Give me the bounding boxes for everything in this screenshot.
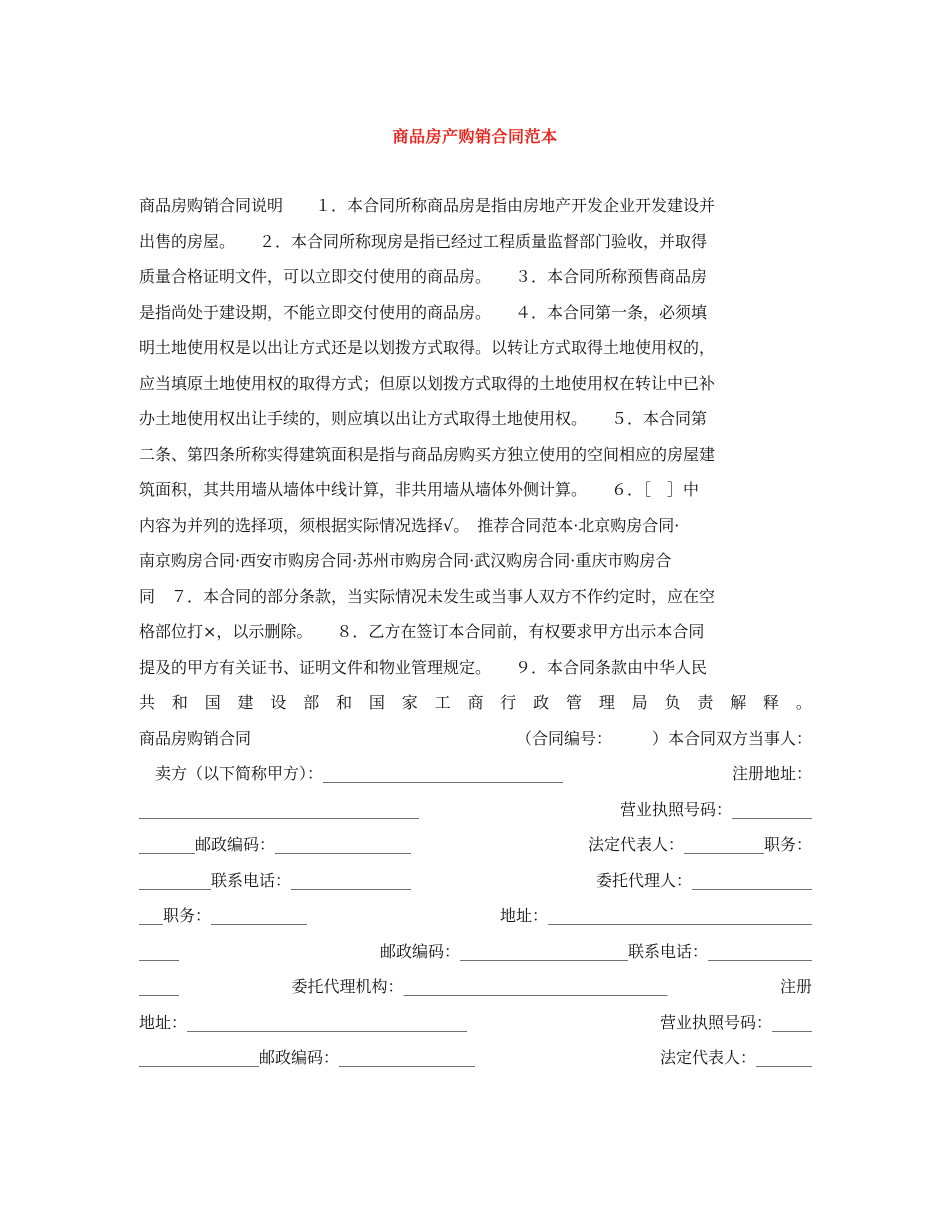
form-field-segment: _______邮政编码：_________________: [139, 835, 412, 854]
document-line: [139, 691, 812, 715]
document-title: 商品房产购销合同范本: [392, 127, 558, 146]
document-line: [139, 727, 812, 751]
spread-char: 商: [467, 693, 484, 712]
spread-char: 管: [565, 693, 582, 712]
form-field-segment: 法定代表人：__________职务：: [587, 835, 812, 854]
spread-char: 家: [401, 693, 418, 712]
form-field-segment: 营业执照号码：__________: [619, 799, 812, 819]
spread-char: 行: [500, 693, 517, 712]
form-field-segment: （合同编号： ）本合同双方当事人：: [515, 728, 812, 748]
form-field-segment: 地址：___________________________________: [139, 1012, 468, 1032]
spread-char: 共: [139, 693, 156, 712]
spread-char: 局: [631, 693, 648, 712]
form-field-segment: _____: [139, 941, 179, 961]
document-line: [139, 975, 812, 999]
spread-char: 国: [368, 693, 385, 712]
spread-char: 设: [270, 693, 287, 712]
document-line: 二条、第四条所称实得建筑面积是指与商品房购买方独立使用的空间相应的房屋建: [139, 444, 716, 464]
document-line: 应当填原土地使用权的取得方式；但原以划拨方式取得的土地使用权在转让中已补: [139, 373, 716, 393]
spread-char: 建: [237, 693, 254, 712]
form-field-segment: 卖方（以下简称甲方）：______________________________: [139, 764, 564, 783]
form-field-segment: 注册地址：: [731, 764, 812, 783]
document-line: 出售的房屋。 ２．本合同所称现房是指已经过工程质量监督部门验收，并取得: [139, 231, 708, 251]
form-field-segment: _______________邮政编码：_________________: [139, 1048, 476, 1067]
form-field-segment: 委托代理机构：_________________________________: [291, 977, 668, 996]
spread-char: 理: [598, 693, 615, 712]
document-line: [139, 1011, 812, 1035]
document-line: 办土地使用权出让手续的，则应填以出让方式取得土地使用权。 ５．本合同第: [139, 409, 708, 428]
document-line: 南京购房合同·西安市购房合同·苏州市购房合同·武汉购房合同·重庆市购房合: [139, 551, 672, 570]
document-line: 质量合格证明文件，可以立即交付使用的商品房。 ３．本合同所称预售商品房: [139, 267, 708, 286]
spread-char: 。: [795, 693, 812, 712]
document-line: 明土地使用权是以出让方式还是以划拨方式取得。以转让方式取得土地使用权的，: [139, 338, 716, 357]
document-line: [139, 798, 812, 822]
spread-char: 工: [434, 693, 451, 712]
spread-char: 释: [763, 693, 780, 712]
document-line: 格部位打×，以示删除。 ８．乙方在签订本合同前，有权要求甲方出示本合同: [139, 622, 705, 641]
document-line: [139, 904, 812, 928]
spread-char: 和: [171, 693, 188, 712]
form-field-segment: 注册: [779, 977, 812, 996]
document-line: 同 ７．本合同的部分条款，当实际情况未发生或当事人双方不作约定时，应在空: [139, 586, 716, 606]
document-line: 是指尚处于建设期，不能立即交付使用的商品房。 ４．本合同第一条，必须填: [139, 302, 708, 322]
spread-char: 部: [303, 693, 320, 712]
spread-char: 负: [664, 693, 681, 712]
document-line: [139, 940, 812, 964]
document-line: [139, 833, 812, 857]
form-field-segment: ___职务：____________: [139, 906, 308, 925]
spread-char: 政: [533, 693, 550, 712]
form-field-segment: 邮政编码：_____________________联系电话：_____________: [379, 941, 812, 961]
document-line: 商品房购销合同说明 １．本合同所称商品房是指由房地产开发企业开发建设并: [139, 196, 716, 215]
document-line: 提及的甲方有关证书、证明文件和物业管理规定。 ９．本合同条款由中华人民: [139, 657, 708, 677]
spread-char: 责: [697, 693, 714, 712]
document-line: [139, 1046, 812, 1070]
document-line: [139, 869, 812, 893]
document-line: [139, 762, 812, 786]
form-field-segment: 法定代表人：_______: [659, 1048, 812, 1067]
form-field-segment: 商品房购销合同: [139, 728, 252, 748]
form-field-segment: 委托代理人：_______________: [595, 870, 812, 890]
form-field-segment: 地址：_________________________________: [499, 906, 812, 925]
spread-char: 解: [730, 693, 747, 712]
form-field-segment: _____: [139, 977, 179, 996]
spread-char: 和: [336, 693, 353, 712]
document-line: 内容为并列的选择项，须根据实际情况选择√。 推荐合同范本·北京购房合同·: [139, 515, 680, 535]
spread-char: 国: [204, 693, 221, 712]
form-field-segment: 营业执照号码：_____: [659, 1012, 812, 1032]
form-field-segment: _________联系电话：_______________: [139, 870, 412, 890]
document-line: 筑面积，其共用墙从墙体中线计算，非共用墙从墙体外侧计算。 ６．［ ］中: [139, 480, 700, 499]
form-field-segment: ___________________________________: [139, 799, 419, 819]
